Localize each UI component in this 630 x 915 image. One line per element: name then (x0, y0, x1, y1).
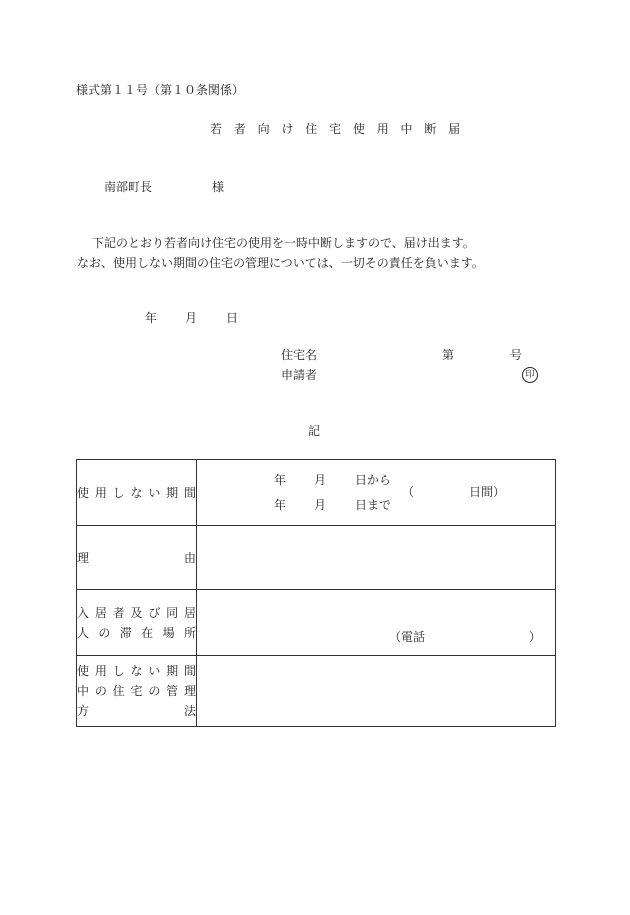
reason-value-cell[interactable] (197, 526, 556, 590)
head-char: し (112, 664, 125, 678)
head-char: い (148, 664, 161, 678)
stay-head-line-2 (77, 623, 196, 643)
phone-close-paren: ） (529, 630, 542, 644)
stay-head (77, 590, 197, 656)
head-char: 及 (130, 605, 143, 620)
period-head-text (77, 483, 196, 503)
body-line-1: 下記のとおり若者向け住宅の使用を一時中断しますので、届け出ます。 (92, 236, 475, 250)
house-number-suffix: 号 (510, 348, 523, 362)
head-char: 使 (77, 664, 90, 678)
from-day-label: 日から (355, 473, 392, 487)
head-char: 入 (77, 605, 90, 620)
reason-head-text (77, 548, 196, 568)
head-char: 所 (183, 625, 196, 640)
head-char: い (148, 485, 161, 500)
management-head-line-2 (77, 681, 196, 701)
from-year-label: 年 (274, 473, 287, 487)
addressee-name: 南部町長 (104, 180, 153, 194)
head-char: 理 (77, 550, 90, 565)
head-char: 在 (141, 625, 154, 640)
stay-head-line-1 (77, 603, 196, 623)
head-char: び (148, 605, 161, 620)
head-char: 居 (183, 605, 196, 620)
head-char: 用 (94, 485, 107, 500)
form-number: 様式第１１号（第１０条関係） (76, 83, 245, 97)
head-char: 期 (166, 485, 179, 500)
to-year-label: 年 (274, 498, 287, 512)
period-head (77, 460, 197, 526)
details-table (76, 459, 556, 727)
head-char: 使 (77, 485, 90, 500)
head-char: 間 (183, 664, 196, 678)
house-name-label: 住宅名 (281, 348, 318, 362)
head-char: 居 (94, 605, 107, 620)
head-char: 住 (112, 684, 125, 698)
date-month-label: 月 (185, 311, 198, 325)
to-month-label: 月 (314, 498, 327, 512)
head-char: 用 (94, 664, 107, 678)
head-char: 間 (183, 485, 196, 500)
head-char: の (94, 684, 107, 698)
period-row (77, 460, 556, 526)
management-head-line-3 (77, 701, 196, 721)
date-year-label: 年 (145, 311, 158, 325)
reason-row (77, 526, 556, 590)
head-char: 管 (166, 684, 179, 698)
days-label: 日間） (469, 485, 506, 499)
from-month-label: 月 (314, 473, 327, 487)
reason-head (77, 526, 197, 590)
head-char: 人 (77, 625, 90, 640)
head-char: の (98, 625, 111, 640)
head-char: な (130, 485, 143, 500)
stay-row (77, 590, 556, 656)
head-char: 者 (112, 605, 125, 620)
record-heading: 記 (308, 424, 321, 438)
seal-mark: 印 (522, 367, 538, 383)
body-line-2: なお、使用しない期間の住宅の管理については、一切その責任を負います。 (77, 256, 484, 270)
head-char: 方 (77, 704, 90, 718)
head-char: な (130, 664, 143, 678)
head-char: 場 (162, 625, 175, 640)
management-head-line-1 (77, 661, 196, 681)
head-char: 滞 (119, 625, 132, 640)
head-char: 中 (77, 684, 90, 698)
period-value-cell[interactable] (197, 460, 556, 526)
head-char: 法 (183, 704, 196, 718)
stay-value-cell[interactable] (197, 590, 556, 656)
head-char: 宅 (130, 684, 143, 698)
house-number-prefix: 第 (442, 348, 455, 362)
head-char: 期 (166, 664, 179, 678)
applicant-label: 申請者 (281, 368, 318, 382)
days-open-paren: （ (402, 485, 415, 499)
head-char: の (148, 684, 161, 698)
to-day-label: 日まで (355, 498, 392, 512)
addressee-honorific: 様 (212, 180, 225, 194)
head-char: し (112, 485, 125, 500)
date-day-label: 日 (226, 311, 239, 325)
head-char: 同 (166, 605, 179, 620)
document-title: 若 者 向 け 住 宅 使 用 中 断 届 (210, 122, 465, 136)
management-head (77, 656, 197, 727)
management-row (77, 656, 556, 727)
management-value-cell[interactable] (197, 656, 556, 727)
head-char: 理 (183, 684, 196, 698)
phone-label: （電話 (389, 630, 426, 644)
head-char: 由 (183, 550, 196, 565)
